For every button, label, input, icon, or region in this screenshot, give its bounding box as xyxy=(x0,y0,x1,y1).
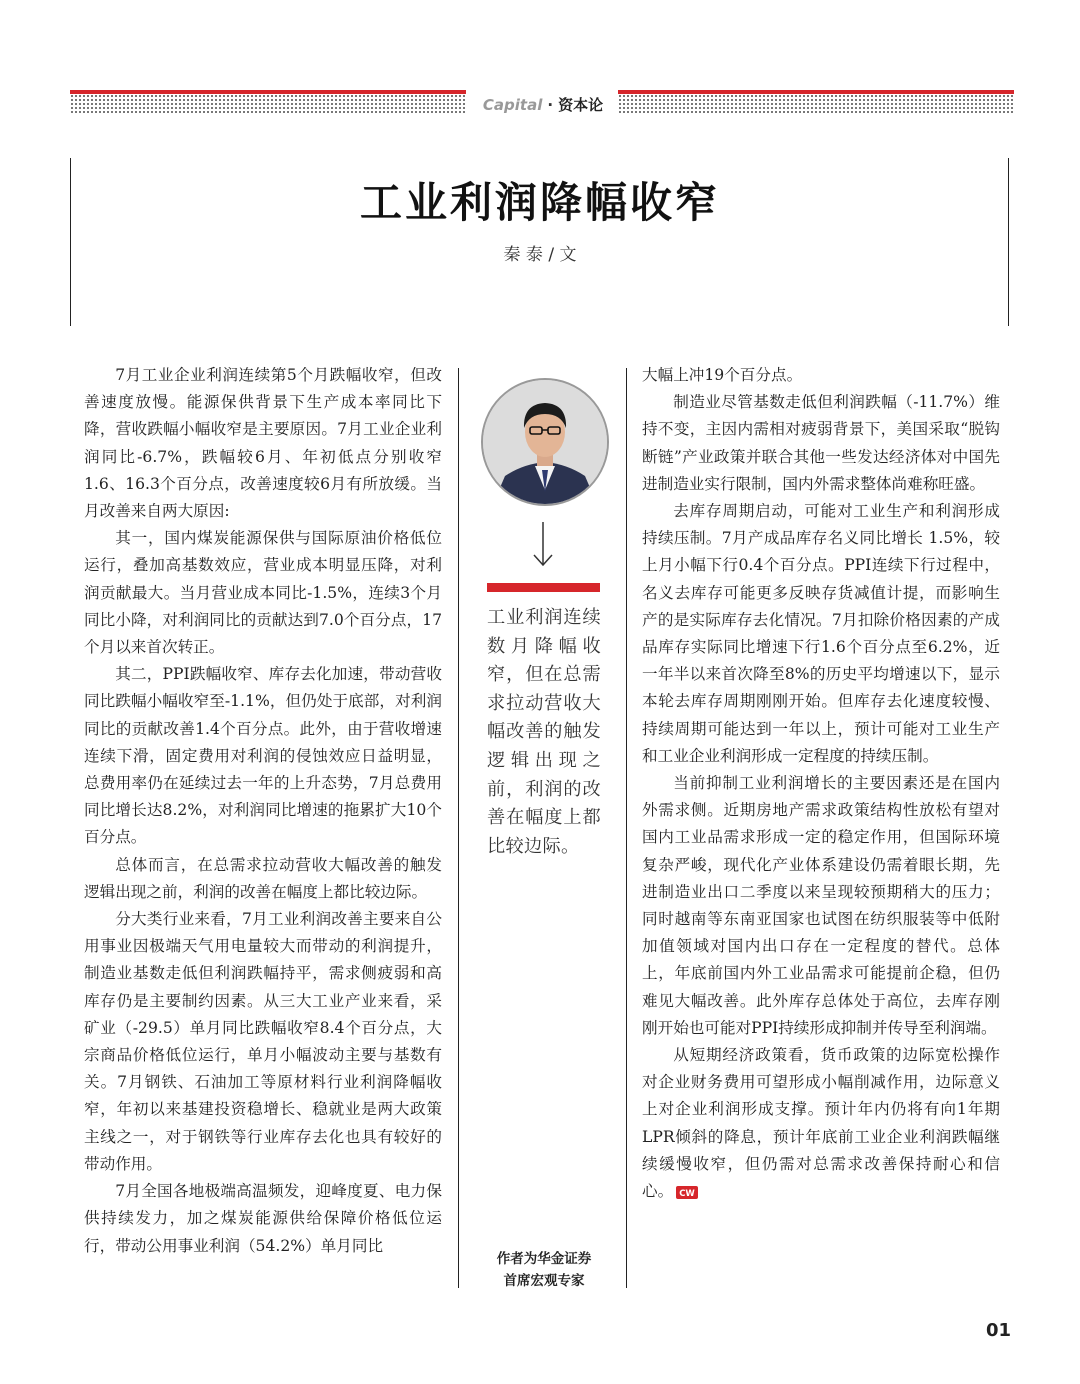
author-note xyxy=(474,1248,614,1292)
paragraph: 其一，国内煤炭能源保供与国际原油价格低位运行，叠加高基数效应，营业成本明显压降，对利润贡献最大。当月营业成本同比-1.5%，连续3个月同比小降，对利润同比的贡献达到7.0个百分点，17个月以来首次转正。 xyxy=(84,529,442,657)
paragraph: 7月全国各地极端高温频发，迎峰度夏、电力保供持续发力，加之煤炭能源供给保障价格低位运行，带动公用事业利润（54.2%）单月同比 xyxy=(84,1182,442,1255)
article-column-right xyxy=(642,362,1000,1205)
cw-logo-icon xyxy=(676,1186,698,1199)
paragraph: 当前抑制工业利润增长的主要因素还是在国内外需求侧。近期房地产需求政策结构性放松有望对国内工业品需求形成一定的稳定作用，但国际环境复杂严峻，现代化产业体系建设仍需着眼长期，先进制造业出口二季度以来呈现较预期稍大的压力；同时越南等东南亚国家也试图在纺织服装等中低附加值领域对国内出口存在一定程度的替代。总体上，年底前国内外工业品需求可能提前企稳，但仍难见大幅改善。此外库存总体处于高位，去库存刚刚开始也可能对PPI持续形成抑制并传导至利润端。 xyxy=(642,774,1000,1037)
pull-quote-divider xyxy=(487,583,600,592)
section-label-en: Capital xyxy=(482,96,543,114)
down-arrow-icon xyxy=(525,520,561,568)
article-byline: 秦 泰 / 文 xyxy=(503,245,577,265)
paragraph: 大幅上冲19个百分点。 xyxy=(642,366,803,384)
paragraph: 总体而言，在总需求拉动营收大幅改善的触发逻辑出现之前，利润的改善在幅度上都比较边际。 xyxy=(84,855,442,901)
pull-quote: 工业利润连续数月降幅收窄，但在总需求拉动营收大幅改善的触发逻辑出现之前，利润的改善在幅度上都比较边际。 xyxy=(487,607,601,857)
section-label-cn: 资本论 xyxy=(558,96,604,114)
column-divider-right xyxy=(626,368,627,1288)
column-divider-left xyxy=(458,368,459,1288)
paragraph: 其二，PPI跌幅收窄、库存去化加速，带动营收同比跌幅小幅收窄至-1.1%，但仍处于底部，对利润同比的贡献改善1.4个百分点。此外，由于营收增速连续下滑，固定费用对利润的侵蚀效应日益明显，总费用率仍在延续过去一年的上升态势，7月总费用同比增长达8.2%，对利润同比增速的拖累扩大10个百分点。 xyxy=(84,665,442,847)
page-number: 01 xyxy=(986,1320,1012,1341)
cw-logo-text: CW xyxy=(679,1188,696,1199)
author-portrait-icon xyxy=(483,380,607,504)
paragraph: 7月工业企业利润连续第5个月跌幅收窄，但改善速度放慢。能源保供背景下生产成本率同比下降，营收跌幅小幅收窄是主要原因。7月工业企业利润同比-6.7%，跌幅较6月、年初低点分别收窄1.6、16.3个百分点，改善速度较6月有所放缓。当月改善来自两大原因: xyxy=(84,366,442,521)
paragraph: 去库存周期启动，可能对工业生产和利润形成持续压制。7月产成品库存名义同比增长 1.5%，较上月小幅下行0.4个百分点。PPI连续下行过程中，名义去库存可能更多反映存货减值计提，而影响生产的是实际库存去化情况。7月扣除价格因素的产成品库存实际同比增速下行1.6个百分点至6.2%，近一年半以来首次降至8%的历史平均增速以下，显示本轮去库存周期刚刚开始。但库存去化速度较慢、持续周期可能达到一年以上，预计可能对工业生产和工业企业利润形成一定程度的持续压制。 xyxy=(642,502,1000,765)
article-column-left xyxy=(84,362,442,1260)
author-avatar xyxy=(481,378,609,506)
paragraph: 分大类行业来看，7月工业利润改善主要来自公用事业因极端天气用电量较大而带动的利润提升，制造业基数走低但利润跌幅持平，需求侧疲弱和高库存仍是主要制约因素。从三大工业产业来看，采矿业（-29.5）单月同比跌幅收窄8.4个百分点，大宗商品价格低位运行，单月小幅波动主要与基数有关。7月钢铁、石油加工等原材料行业利润降幅收窄，年初以来基建投资稳增长、稳就业是两大政策主线之一，对于钢铁等行业库存去化也具有较好的带动作用。 xyxy=(84,910,442,1173)
section-label-separator: · xyxy=(547,96,554,114)
section-label xyxy=(470,94,616,115)
paragraph: 制造业尽管基数走低但利润跌幅（-11.7%）维持不变，主因内需相对疲弱背景下，美国采取“脱钩断链”产业政策并联合其他一些发达经济体对中国先进制造业实行限制，国内外需求整体尚难称旺盛。 xyxy=(642,393,1000,493)
article-title: 工业利润降幅收窄 xyxy=(359,178,720,227)
header-rule-right xyxy=(618,90,1014,114)
author-note-line: 首席宏观专家 xyxy=(503,1273,585,1289)
author-note-line: 作者为华金证券 xyxy=(496,1251,592,1267)
header-rule-left xyxy=(70,90,466,114)
paragraph-text: 从短期经济政策看，货币政策的边际宽松操作对企业财务费用可望形成小幅削减作用，边际意义上对企业利润形成支撑。预计年内仍将有向1年期 LPR倾斜的降息，预计年底前工业企业利润跌幅继续缓慢收窄，但仍需对总需求改善保持耐心和信心。 xyxy=(642,1046,1000,1201)
paragraph xyxy=(642,1042,1000,1205)
